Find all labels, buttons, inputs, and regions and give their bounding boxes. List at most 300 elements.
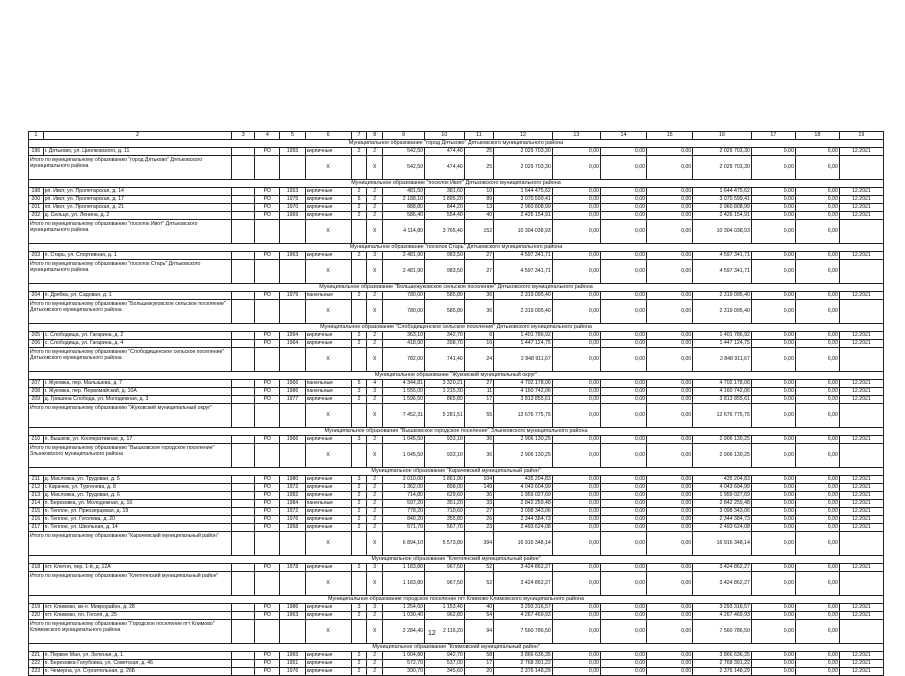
table-cell: 381,60 (424, 188, 464, 196)
subtotal-label: Итого по муниципальному образованию "Слободищенское сельское поселение" Дятьковского муниципального района (29, 348, 232, 372)
subtotal-row (29, 532, 884, 556)
table-cell (351, 260, 367, 284)
table-cell: X (305, 404, 351, 428)
table-cell: 0,00 (647, 292, 693, 300)
table-cell: 0,00 (751, 564, 795, 572)
table-cell: РО (255, 340, 280, 348)
table-cell: X (367, 572, 383, 596)
table-cell: г. Дятьково, ул. Циолковского, д. 11 (43, 148, 232, 156)
table-cell: 1 183,80 (383, 572, 425, 596)
table-cell: 0,00 (552, 612, 600, 620)
subtotal-row (29, 404, 884, 428)
table-cell: 1 401 786,92 (693, 332, 752, 340)
table-cell: 0,00 (552, 212, 600, 220)
table-cell: 201 (29, 204, 44, 212)
table-cell: 0,00 (647, 260, 693, 284)
table-cell: 0,00 (795, 332, 839, 340)
table-cell (232, 292, 255, 300)
table-cell: 1 644 475,62 (693, 188, 752, 196)
table-cell: 4 702 178,06 (693, 380, 752, 388)
table-cell: 0,00 (600, 508, 646, 516)
table-cell: 2 906 130,25 (693, 436, 752, 444)
table-cell: 0,00 (600, 612, 646, 620)
table-cell: д. Масловка, ул. Трудовая, д. 6 (43, 492, 232, 500)
table-cell: 0,00 (600, 300, 646, 324)
subtotal-label: Итого по муниципальному образованию "Городское поселение пгт Климово" Климовского муниципального района (29, 620, 232, 644)
table-row (29, 196, 884, 204)
table-cell: X (305, 444, 351, 468)
table-cell: 0,00 (795, 188, 839, 196)
table-cell: 0,00 (647, 396, 693, 404)
column-number: 1 (29, 132, 44, 140)
table-cell: 2 (351, 508, 367, 516)
column-number-row (29, 132, 884, 140)
table-cell: 10 (464, 188, 493, 196)
municipality-title: Муниципальное образование "Климовский муниципальный район" (29, 644, 884, 652)
table-cell: 2 319 095,40 (693, 292, 752, 300)
table-cell: кирпичные (305, 508, 351, 516)
table-cell: 0,00 (647, 660, 693, 668)
table-cell: 104 (464, 476, 493, 484)
table-cell: 1978 (280, 564, 305, 572)
table-cell: РО (255, 564, 280, 572)
table-cell: п. Теплое, ул. Гоголева, д. 20 (43, 516, 232, 524)
table-cell: 3 424 862,27 (693, 572, 752, 596)
table-row (29, 436, 884, 444)
table-cell: РО (255, 660, 280, 668)
table-cell: 20 (464, 668, 493, 676)
table-row (29, 396, 884, 404)
table-cell: 0,00 (751, 348, 795, 372)
table-cell: 1 447 124,75 (494, 340, 553, 348)
table-cell: 2 848 911,67 (693, 348, 752, 372)
table-cell: 778,20 (383, 508, 425, 516)
table-cell: 212 (29, 484, 44, 492)
table-cell (232, 444, 255, 468)
table-cell: 3 293 316,57 (494, 604, 553, 612)
table-cell (280, 156, 305, 180)
column-number: 9 (383, 132, 425, 140)
table-cell: 12.2021 (839, 332, 883, 340)
subtotal-row (29, 572, 884, 596)
table-cell: 2 (367, 340, 383, 348)
table-cell: 0,00 (647, 508, 693, 516)
table-cell: 0,00 (795, 524, 839, 532)
table-row (29, 524, 884, 532)
table-cell: 0,00 (600, 476, 646, 484)
table-cell (232, 524, 255, 532)
table-cell: 12.2021 (839, 252, 883, 260)
table-cell: 0,00 (647, 564, 693, 572)
table-cell: 3 424 862,27 (494, 572, 553, 596)
table-cell: 3 866 636,35 (693, 652, 752, 660)
table-cell: X (367, 220, 383, 244)
table-cell: РО (255, 188, 280, 196)
table-cell: 17 (464, 660, 493, 668)
table-cell: 0,00 (795, 532, 839, 556)
table-cell: РО (255, 492, 280, 500)
table-cell: 0,00 (647, 604, 693, 612)
table-cell: п. Березовка-Голубовка, ул. Советская, д. 46 (43, 660, 232, 668)
table-cell: 0,00 (600, 204, 646, 212)
table-cell: 1965 (280, 652, 305, 660)
municipality-title: Муниципальное образование "Большежуковское сельское поселение" Дятьковского муниципального района (29, 284, 884, 292)
table-cell: 12.2021 (839, 196, 883, 204)
table-cell: 2 960 808,99 (494, 204, 553, 212)
column-number: 4 (255, 132, 280, 140)
subtotal-row (29, 444, 884, 468)
table-cell: 2 284,40 (383, 620, 425, 644)
table-cell: 3 813 855,61 (494, 396, 553, 404)
table-cell: 0,00 (600, 436, 646, 444)
table-cell: РО (255, 652, 280, 660)
table-cell: 363,10 (383, 332, 425, 340)
table-cell: 542,50 (383, 148, 425, 156)
table-cell: 222 (29, 660, 44, 668)
table-cell: 12.2021 (839, 604, 883, 612)
table-cell: 0,00 (751, 404, 795, 428)
table-cell: 0,00 (552, 652, 600, 660)
table-cell: 2 010,00 (383, 476, 425, 484)
table-cell: 2 (367, 612, 383, 620)
table-cell: 215 (29, 508, 44, 516)
table-cell: 1977 (280, 396, 305, 404)
table-cell: 1 045,50 (383, 436, 425, 444)
table-cell (351, 532, 367, 556)
table-cell: 0,00 (751, 252, 795, 260)
table-cell: 12.2021 (839, 292, 883, 300)
table-cell: 218 (29, 564, 44, 572)
table-cell (232, 508, 255, 516)
table-cell: 942,70 (424, 652, 464, 660)
table-cell: 0,00 (751, 660, 795, 668)
table-row (29, 252, 884, 260)
table-cell: 2 (367, 436, 383, 444)
table-cell: 6 894,10 (383, 532, 425, 556)
table-cell: X (367, 532, 383, 556)
municipality-title: Муниципальное образование "Карачевский муниципальный район" (29, 468, 884, 476)
table-cell: 4 043 604,99 (494, 484, 553, 492)
table-cell: 2 (351, 652, 367, 660)
table-cell: 4 344,81 (383, 380, 425, 388)
table-cell: 0,00 (600, 652, 646, 660)
column-number: 5 (280, 132, 305, 140)
table-cell: 27 (464, 252, 493, 260)
table-cell: 0,00 (600, 380, 646, 388)
table-cell: 12 676 775,75 (693, 404, 752, 428)
table-row (29, 516, 884, 524)
table-cell (280, 300, 305, 324)
table-cell: X (367, 156, 383, 180)
table-cell: 12.2021 (839, 188, 883, 196)
table-cell: 2 (351, 484, 367, 492)
table-cell: 12.2021 (839, 516, 883, 524)
table-cell: 0,00 (600, 516, 646, 524)
column-number: 8 (367, 132, 383, 140)
table-cell: 2 (367, 484, 383, 492)
table-cell: 0,00 (751, 188, 795, 196)
table-cell: 0,00 (552, 660, 600, 668)
table-cell: 1 596,50 (383, 396, 425, 404)
table-cell (232, 204, 255, 212)
table-cell: 0,00 (600, 668, 646, 676)
table-cell: кирпичные (305, 252, 351, 260)
table-cell: 345,60 (424, 668, 464, 676)
table-cell: кирпичные (305, 196, 351, 204)
table-cell: 0,00 (795, 292, 839, 300)
table-cell: 0,00 (647, 500, 693, 508)
table-cell (232, 612, 255, 620)
table-cell: РО (255, 396, 280, 404)
municipality-section-row (29, 468, 884, 476)
table-cell: 198 (29, 188, 44, 196)
table-cell: 1958 (280, 524, 305, 532)
table-cell: п. Теплое, ул. Школьная, д. 14 (43, 524, 232, 532)
table-cell: 0,00 (795, 260, 839, 284)
page-number: 12 (428, 630, 436, 637)
table-cell: 342,70 (424, 332, 464, 340)
table-cell: 0,00 (751, 508, 795, 516)
table-cell: 209 (29, 396, 44, 404)
table-body (29, 132, 884, 676)
table-cell: 205 (29, 332, 44, 340)
table-cell: 1 959 027,69 (693, 492, 752, 500)
table-cell: 3 320,21 (424, 380, 464, 388)
table-cell: 542,50 (383, 156, 425, 180)
table-cell: кирпичные (305, 660, 351, 668)
table-cell: 0,00 (600, 524, 646, 532)
table-cell: 1 153,40 (424, 604, 464, 612)
table-cell: X (367, 348, 383, 372)
table-cell: 2 (367, 148, 383, 156)
table-cell: кирпичные (305, 340, 351, 348)
table-cell: 0,00 (600, 148, 646, 156)
table-cell: 36 (464, 444, 493, 468)
table-cell: 0,00 (647, 612, 693, 620)
table-cell: 567,70 (424, 524, 464, 532)
table-cell: РО (255, 668, 280, 676)
subtotal-label: Итого по муниципальному образованию "поселок Старь" Дятьковского муниципального района (29, 260, 232, 284)
table-cell: кирпичные (305, 212, 351, 220)
table-cell: 2 (367, 396, 383, 404)
table-cell: 3 (351, 388, 367, 396)
table-cell: 0,00 (647, 300, 693, 324)
table-cell (232, 572, 255, 596)
table-cell (232, 380, 255, 388)
table-cell (351, 444, 367, 468)
table-cell: 0,00 (795, 620, 839, 644)
table-cell: 898,00 (424, 484, 464, 492)
table-cell: 0,00 (795, 476, 839, 484)
table-cell: X (305, 300, 351, 324)
table-cell: 2 493 624,08 (494, 524, 553, 532)
table-cell: 12.2021 (839, 612, 883, 620)
table-cell: пп. Ивот, ул. Пролетарская, д. 21 (43, 204, 232, 212)
table-cell: 1 004,80 (383, 652, 425, 660)
table-cell: 36 (464, 300, 493, 324)
table-cell: п. Вышков, ул. Кооперативная, д. 17 (43, 436, 232, 444)
table-cell: 2 (351, 612, 367, 620)
table-cell: 1980 (280, 476, 305, 484)
table-cell: 0,00 (600, 404, 646, 428)
table-cell: 741,40 (424, 348, 464, 372)
table-cell: 0,00 (795, 660, 839, 668)
table-cell: 3 070 599,41 (693, 196, 752, 204)
table-cell: X (367, 260, 383, 284)
table-cell: 0,00 (552, 260, 600, 284)
table-cell: 2 (351, 188, 367, 196)
table-cell: кирпичные (305, 524, 351, 532)
table-cell: 0,00 (795, 508, 839, 516)
table-cell: X (367, 444, 383, 468)
table-cell: 1 861,90 (424, 476, 464, 484)
column-number: 3 (232, 132, 255, 140)
table-cell: д. Гришина Слобода, ул. Молодежная, д. 3 (43, 396, 232, 404)
table-cell: 5 573,80 (424, 532, 464, 556)
table-cell: 0,00 (795, 220, 839, 244)
table-cell: 0,00 (552, 292, 600, 300)
table-row (29, 212, 884, 220)
table-cell (232, 212, 255, 220)
table-cell: 1982 (280, 492, 305, 500)
table-cell: панельные (305, 292, 351, 300)
table-cell: 0,00 (751, 532, 795, 556)
table-cell: 0,00 (751, 500, 795, 508)
table-row (29, 508, 884, 516)
table-cell: 537,00 (424, 660, 464, 668)
table-cell: 0,00 (751, 220, 795, 244)
table-cell: кирпичные (305, 484, 351, 492)
table-cell: 0,00 (795, 212, 839, 220)
table-cell: 1963 (280, 612, 305, 620)
table-cell: кирпичные (305, 396, 351, 404)
municipality-section-row (29, 596, 884, 604)
table-cell: 2 842 259,48 (494, 500, 553, 508)
table-cell: 5 (351, 380, 367, 388)
table-cell: 0,00 (751, 484, 795, 492)
table-cell: кирпичные (305, 332, 351, 340)
table-cell: 865,80 (424, 396, 464, 404)
table-cell: 12.2021 (839, 564, 883, 572)
table-cell: 0,00 (647, 572, 693, 596)
municipality-title: Муниципальное образование "Жуковский муниципальный округ" (29, 372, 884, 380)
table-cell: 2 344 384,73 (693, 516, 752, 524)
table-cell: 4 597 341,71 (693, 260, 752, 284)
table-cell (351, 220, 367, 244)
table-cell: 196 (29, 148, 44, 156)
table-cell: 0,00 (795, 148, 839, 156)
table-cell: 0,00 (795, 156, 839, 180)
table-cell: 211 (29, 476, 44, 484)
table-cell (232, 196, 255, 204)
subtotal-label: Итого по муниципальному образованию "поселок Ивот" Дятьковского муниципального района (29, 220, 232, 244)
table-cell: 0,00 (795, 604, 839, 612)
table-cell: 89 (464, 196, 493, 204)
table-cell: 390,70 (383, 668, 425, 676)
table-cell: 2 116,20 (424, 620, 464, 644)
table-cell: 24 (464, 348, 493, 372)
table-cell: 0,00 (552, 524, 600, 532)
table-cell (232, 484, 255, 492)
table-cell: 17 (464, 396, 493, 404)
table-cell: 2 (351, 204, 367, 212)
table-cell: кирпичные (305, 492, 351, 500)
table-cell: 2 (367, 212, 383, 220)
table-cell: 4 (367, 380, 383, 388)
table-cell: г. Жуковка, пер. Первомайский, д. 10А (43, 388, 232, 396)
table-cell: 2 (367, 476, 383, 484)
table-cell (839, 572, 883, 596)
table-cell: 2 (367, 492, 383, 500)
table-cell: 0,00 (751, 668, 795, 676)
municipality-section-row (29, 244, 884, 252)
table-cell: 3 (367, 604, 383, 612)
table-cell: 0,00 (795, 300, 839, 324)
table-cell: 1 447 124,75 (693, 340, 752, 348)
table-cell: 3 098 343,06 (494, 508, 553, 516)
table-cell: 1970 (280, 204, 305, 212)
table-cell (280, 220, 305, 244)
table-cell: 207 (29, 380, 44, 388)
table-cell: 2 (367, 500, 383, 508)
table-cell: 0,00 (552, 300, 600, 324)
municipality-section-row (29, 556, 884, 564)
table-cell: 1 555,00 (383, 388, 425, 396)
table-cell (232, 516, 255, 524)
table-cell: 435 204,83 (693, 476, 752, 484)
table-cell: 12.2021 (839, 380, 883, 388)
table-cell: 4 597 341,71 (693, 252, 752, 260)
table-cell: 0,00 (795, 436, 839, 444)
table-cell: 2 188,10 (383, 196, 425, 204)
table-cell (280, 260, 305, 284)
subtotal-label: Итого по муниципальному образованию "Большежуковское сельское поселение" Дятьковского муниципального района (29, 300, 232, 324)
column-number: 6 (305, 132, 351, 140)
column-number: 16 (693, 132, 752, 140)
table-cell: 1 644 475,62 (494, 188, 553, 196)
table-cell: 2 (351, 252, 367, 260)
table-cell (255, 156, 280, 180)
table-cell (255, 404, 280, 428)
table-cell: 0,00 (647, 388, 693, 396)
table-cell: 0,00 (600, 196, 646, 204)
table-cell: кирпичные (305, 188, 351, 196)
table-cell (839, 220, 883, 244)
table-cell: п. Березовка, ул. Молодежная, д. 16 (43, 500, 232, 508)
table-cell: 2 029 703,30 (494, 156, 553, 180)
table-cell: 0,00 (795, 516, 839, 524)
table-cell: 0,00 (600, 484, 646, 492)
table-cell (839, 532, 883, 556)
table-cell (232, 492, 255, 500)
table-cell: РО (255, 500, 280, 508)
table-cell: 12.2021 (839, 524, 883, 532)
table-cell: РО (255, 612, 280, 620)
table-cell: 4 597 341,71 (494, 252, 553, 260)
table-cell (232, 348, 255, 372)
table-cell: 780,00 (383, 300, 425, 324)
subtotal-label: Итого по муниципальному образованию "город Дятьково" Дятьковского муниципального района (29, 156, 232, 180)
table-cell: 967,50 (424, 564, 464, 572)
table-row (29, 476, 884, 484)
table-cell: 0,00 (600, 156, 646, 180)
table-cell: 0,00 (795, 404, 839, 428)
table-cell: РО (255, 332, 280, 340)
table-cell (280, 444, 305, 468)
table-cell (351, 348, 367, 372)
table-cell: 2 (367, 516, 383, 524)
table-cell: 12.2021 (839, 492, 883, 500)
